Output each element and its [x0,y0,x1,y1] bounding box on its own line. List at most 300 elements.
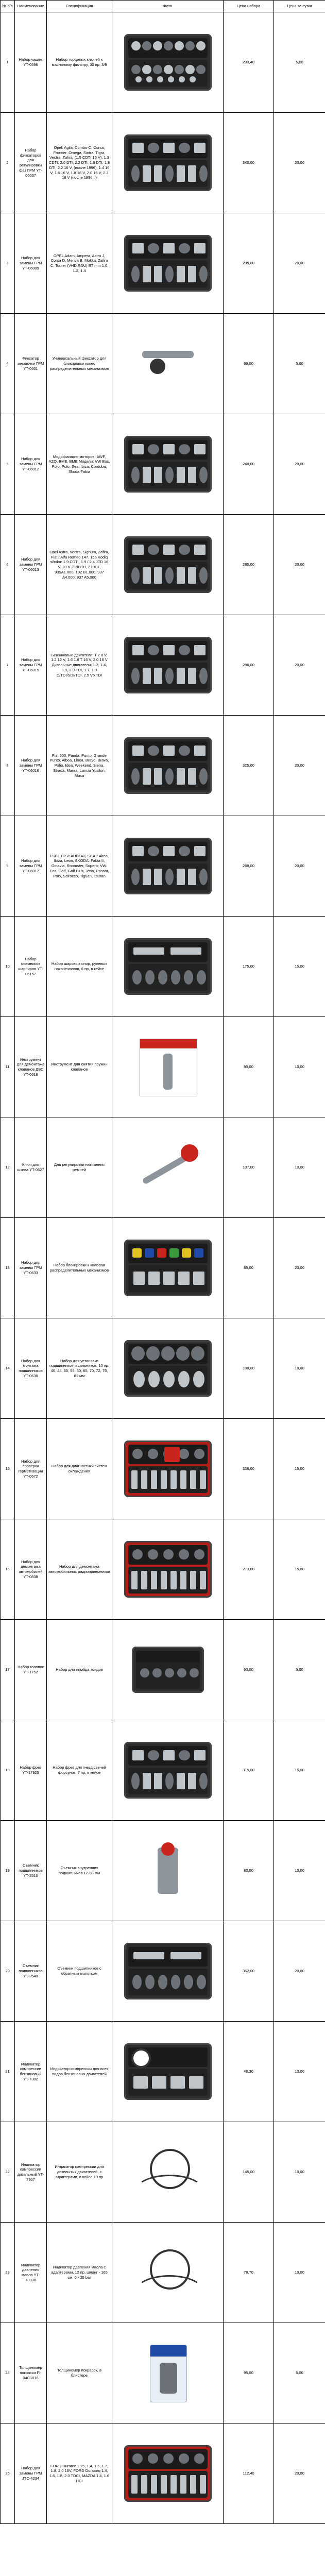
cell-coef: 10,00 [274,2223,325,2323]
product-part [170,2475,177,2494]
product-photo [124,838,212,894]
cell-spec: Набор для диагностики систем охлаждения [47,1419,112,1519]
product-part [165,165,174,182]
product-part [131,1571,138,1589]
product-part [131,266,140,282]
product-part [163,243,175,253]
table-row [1,12,325,113]
cell-number: 16 [1,1519,15,1620]
cell-name: Фиксатор звездочки ГРМ YT-0601 [15,314,47,414]
cell-photo [112,1318,224,1419]
product-part [185,41,195,50]
table-row [1,314,325,414]
product-part [190,2475,196,2494]
table-row [1,917,325,1017]
product-part [193,1272,204,1285]
case-tray [136,1662,200,1689]
product-part [145,1975,155,1989]
product-part [148,444,159,454]
product-part [143,567,151,584]
product-part [179,1449,189,1459]
cell-coef: 15,00 [274,1419,325,1519]
header-coef: Цена за сутки [274,1,325,12]
product-part [131,869,140,885]
product-part [132,645,144,655]
cell-name: Набор для замены ГРМ YT-0633 [15,1218,47,1318]
product-part [163,143,175,153]
product-part [194,1750,206,1760]
product-part [191,1346,204,1361]
cell-photo [112,1620,224,1720]
cell-price: 268,00 [224,816,274,917]
cell-number: 19 [1,1821,15,1921]
cell-number: 10 [1,917,15,1017]
cell-name: Набор для замены ГРМ YT-06013 [15,515,47,615]
case-lid [128,1445,208,1464]
product-photo [124,737,212,794]
product-photo [124,134,212,191]
cell-name: Набор для замены ГРМ YT-06015 [15,615,47,716]
cell-spec: Индикатор компрессии для всех видов бензиновых двигателей [47,2022,112,2122]
cell-number: 17 [1,1620,15,1720]
case-tray [128,1265,208,1292]
product-part [194,645,206,655]
product-part [199,165,208,182]
product-part [131,165,140,182]
cell-photo [112,515,224,615]
product-part [196,41,206,50]
cell-price: 175,00 [224,917,274,1017]
product-part [154,467,162,483]
holder-tool [142,351,194,358]
product-part [135,76,142,82]
table-row [1,1821,325,1921]
cell-coef: 5,00 [274,2323,325,2424]
product-photo [124,436,212,493]
product-part [158,1975,167,1989]
product-part [163,1549,174,1560]
product-part [188,1773,196,1789]
cell-photo [112,1720,224,1821]
cell-photo [112,2424,224,2524]
table-row [1,1720,325,1821]
product-part [161,1571,167,1589]
product-part [146,1346,160,1361]
cell-name: Набор фиксаторов для регулировки фаз ГРМ YT-06007 [15,113,47,213]
case-lid [128,239,208,259]
case-lid [128,2449,208,2469]
cell-photo [112,2122,224,2223]
product-part [179,1549,189,1560]
table-row [1,414,325,515]
cell-photo [112,213,224,314]
cell-spec: Набор торцевых ключей к масляному фильтру, 30 пр, 3/8 [47,12,112,113]
product-part [200,2475,206,2494]
product-part [194,1449,204,1459]
cell-spec: Бензиновые двигатели: 1.2 8 V, 1.2 12 V, 1.6 1.8 T 16 V, 2.0 16 V Дизельные двигатели: 1.2, 1.4, 1.9, 2.0 TDI, 1.7, 1.9 D/TDI/SDI/TDI, 2.5 V6 TDI [47,615,112,716]
cell-coef: 10,00 [274,2022,325,2122]
case-tray [128,2471,208,2498]
table-row [1,1419,325,1519]
gauge-dial [131,2048,151,2068]
product-part [197,1975,206,1989]
product-part [176,1346,190,1361]
cell-number: 3 [1,213,15,314]
cell-spec: Opel: Agila, Combo-C, Corsa, Frontier, Omega, Sintra, Tigra, Vectra, Zafira: (1.5 CDTI 16 V), 1.3 CDTI, 2.0 DTI, 2.2 DTI, 1.6 DTI, 1.8 DTI, 2.2 16 V, (после 1996), 1.4 16 V, 1.6 16 V, 1.8 16 V, 2.0 16 V, 2.2 16 V (после 1996 г.) [47,113,112,213]
cell-coef: 5,00 [274,1620,325,1720]
product-part [142,41,151,50]
product-photo [124,1742,212,1799]
product-part [164,41,173,50]
cell-photo [112,1519,224,1620]
cell-name: Набор головок YT-1752 [15,1620,47,1720]
product-part [171,970,180,985]
product-part [143,768,151,785]
product-part [189,2076,203,2089]
header-photo: Фото [112,1,224,12]
cell-price: 340,00 [224,113,274,213]
product-part [177,567,185,584]
cell-price: 325,00 [224,716,274,816]
product-part [165,266,174,282]
cell-number: 25 [1,2424,15,2524]
cell-coef: 10,00 [274,1821,325,1921]
cell-spec: Съемник внутренних подшипников 12-38 мм [47,1821,112,1921]
cell-photo [112,414,224,515]
table-row [1,1519,325,1620]
cell-coef: 20,00 [274,1218,325,1318]
cell-number: 23 [1,2223,15,2323]
table-row [1,2323,325,2424]
case-tray [128,60,208,87]
product-part [131,768,140,785]
cell-spec: FORD Duratec 1.25, 1.4, 1.6, 1.7, 1.8, 2.0 16V, FORD Duratorq 1.4, 1.6, 1.8, 2.0 TDCI, MAZDA 1.4, 1.6 HDI [47,2424,112,2524]
product-photo [124,2244,212,2301]
product-part [151,1470,157,1489]
cell-coef: 20,00 [274,414,325,515]
cell-number: 11 [1,1017,15,1117]
cell-name: Инструмент для демонтажа клапанов ДВС YT-0618 [15,1017,47,1117]
product-part [170,2076,185,2089]
product-part [140,1668,149,1677]
cell-number: 2 [1,113,15,213]
product-part [165,467,174,483]
product-part [131,65,141,74]
case-lid [128,440,208,460]
product-part [190,1668,199,1677]
product-photo [124,1039,212,1095]
cell-number: 18 [1,1720,15,1821]
product-part [148,645,159,655]
product-part [194,1549,204,1560]
product-part [194,444,206,454]
product-part [131,668,140,684]
product-part [179,243,190,253]
product-part [175,41,184,50]
product-part [161,2475,167,2494]
product-part [154,567,162,584]
product-part [143,668,151,684]
cell-name: Толщиномер покраски FI-04C1016 [15,2323,47,2424]
product-photo [124,2345,212,2401]
cell-number: 22 [1,2122,15,2223]
product-part [148,143,159,153]
cell-number: 14 [1,1318,15,1419]
cell-spec: Толщиномер покрасок, в блистере [47,2323,112,2424]
case-tray [128,1466,208,1493]
cell-name: Набор чашек YT-0596 [15,12,47,113]
cell-price: 112,40 [224,2424,274,2524]
cell-price: 82,00 [224,1821,274,1921]
product-part [132,444,144,454]
product-part [143,266,151,282]
cell-spec: Индикатор давления масла с адаптерами, 12 пр, шланг - 165 см, 0 - 35 bar [47,2223,112,2323]
product-part [163,1272,175,1285]
product-photo [124,2144,212,2200]
table-row [1,515,325,615]
product-part [197,970,206,985]
case-lid [128,2047,208,2067]
product-part [141,1470,147,1489]
product-part [188,467,196,483]
product-part [132,846,144,856]
case-lid [128,1344,208,1364]
product-photo [124,1842,212,1899]
cell-coef: 10,00 [274,2122,325,2223]
case-lid [128,641,208,660]
cell-photo [112,816,224,917]
product-part [163,645,175,655]
product-part [163,444,175,454]
cell-spec: Для регулировки натяжения ремней [47,1117,112,1218]
product-part [161,1470,167,1489]
cell-number: 15 [1,1419,15,1519]
cell-number: 7 [1,615,15,716]
product-part [163,1371,175,1387]
gauge-hose [134,2275,204,2309]
cell-name: Съемник подшипников YT-2510 [15,1821,47,1921]
product-part [199,1773,208,1789]
cell-number: 12 [1,1117,15,1218]
product-part [179,745,190,756]
cell-coef: 20,00 [274,113,325,213]
product-part [170,1952,201,1959]
product-part [179,2453,189,2464]
cell-coef: 10,00 [274,1318,325,1419]
product-part [188,165,196,182]
product-part [164,1447,180,1462]
product-photo [124,938,212,995]
product-part [199,567,208,584]
product-part [169,1248,179,1258]
cell-price: 108,00 [224,1318,274,1419]
product-part [171,1975,180,1989]
product-photo [124,637,212,693]
product-part [194,243,206,253]
case-lid [128,1244,208,1263]
product-part [143,869,151,885]
product-part [179,76,185,82]
card-header [140,1039,197,1048]
product-part [180,2475,186,2494]
product-photo [124,536,212,593]
cell-name: Набор для замены ГРМ JTC-4234 [15,2424,47,2524]
cell-name: Индикатор компрессии бензиновый YT-7302 [15,2022,47,2122]
product-part [148,2453,158,2464]
cell-price: 336,00 [224,1419,274,1519]
product-part [131,1470,138,1489]
product-part [152,1668,162,1677]
product-part [165,869,174,885]
product-part [151,2475,157,2494]
cell-coef: 15,00 [274,917,325,1017]
cell-name: Индикатор давления масла YT-73030 [15,2223,47,2323]
table-row [1,2424,325,2524]
cell-number: 6 [1,515,15,615]
case-tray [128,562,208,589]
case-lid [128,741,208,761]
product-part [132,143,144,153]
cell-spec: Набор для лямбда зондов [47,1620,112,1720]
product-part [132,970,142,985]
cell-name: Набор для замены ГРМ YT-06009 [15,213,47,314]
product-photo [124,34,212,91]
cell-number: 21 [1,2022,15,2122]
product-part [184,970,193,985]
case-tray [128,763,208,790]
cell-number: 20 [1,1921,15,2022]
product-photo [124,2043,212,2100]
cell-spec: Инструмент для снятия пружин клапанов [47,1017,112,1117]
product-part [133,1952,164,1959]
cell-coef: 20,00 [274,816,325,917]
product-part [170,1571,177,1589]
holder-head [150,359,165,374]
cell-coef: 5,00 [274,314,325,414]
product-part [188,266,196,282]
product-part [184,1975,193,1989]
product-photo [124,2445,212,2502]
product-part [133,947,164,955]
cell-coef: 15,00 [274,1720,325,1821]
cell-photo [112,2223,224,2323]
cell-name: Набор фрез YT-17925 [15,1720,47,1821]
case-tray [128,1366,208,1393]
cell-coef: 15,00 [274,1519,325,1620]
product-part [188,768,196,785]
pulley-wrench-head [181,1144,198,1162]
case-tray [128,160,208,187]
product-part [154,668,162,684]
cell-spec: Набор для демонтажа автомобильных радиоприемников [47,1519,112,1620]
product-part [200,1571,206,1589]
product-part [179,143,190,153]
product-part [143,165,151,182]
product-part [141,2475,147,2494]
product-part [151,1571,157,1589]
product-photo [124,1440,212,1497]
cell-photo [112,716,224,816]
product-part [180,1470,186,1489]
product-part [194,2453,204,2464]
cell-number: 9 [1,816,15,917]
table-row [1,113,325,213]
product-part [148,1750,159,1760]
case-tray [128,1969,208,1995]
case-tray [128,863,208,890]
product-part [153,65,162,74]
product-part [146,76,152,82]
cell-photo [112,12,224,113]
product-part [132,1449,143,1459]
cell-price: 48,30 [224,2022,274,2122]
cell-spec: OPEL Adam, Ampera, Astra J, Corsa D, Meriva B, Mokka, Zafira C, Tourer (VHD,RDU) ET mm 1.0, 1.2, 1.4 [47,213,112,314]
product-part [177,266,185,282]
case-lid [128,1947,208,1967]
product-part [157,76,163,82]
cell-photo [112,314,224,414]
product-part [182,1248,191,1258]
case-tray [128,964,208,991]
cell-photo [112,1821,224,1921]
cell-coef: 20,00 [274,615,325,716]
product-part [154,165,162,182]
product-part [131,41,141,50]
product-part [132,1248,142,1258]
product-part [148,846,159,856]
cell-price: 107,00 [224,1117,274,1218]
cell-price: 286,00 [224,615,274,716]
product-photo [124,235,212,292]
product-part [132,1975,142,1989]
product-part [165,1773,174,1789]
product-part [148,1449,158,1459]
product-part [154,869,162,885]
product-photo [132,1647,204,1693]
product-part [148,243,159,253]
cell-name: Набор для замены ГРМ YT-06016 [15,716,47,816]
product-part [175,65,184,74]
table-row [1,2022,325,2122]
cell-name: Набор для монтажа подшипников YT-0636 [15,1318,47,1419]
product-part [132,545,144,555]
blister-pack [150,2345,187,2402]
table-row [1,2122,325,2223]
product-part [132,1750,144,1760]
cell-spec: Набор шаровых опор, рулевых наконечников, 6 пр, в кейсе [47,917,112,1017]
product-part [190,76,196,82]
product-part [132,2453,143,2464]
cell-spec: Fiat 500, Panda, Punto, Grande Punto, Albea, Linea, Bravo, Brava, Palio, Idea, Weekend, Siena, Strada, Marea, Lancia Ypsilon, Musa [47,716,112,816]
product-part [148,1549,158,1560]
cell-spec: Модификации моторов: AWF, AZQ, BME, BME Модели: VW Eos, Polo, Polo, Seat Ibiza, Cordoba, Skoda Fabia [47,414,112,515]
cell-photo [112,1419,224,1519]
product-part [131,467,140,483]
product-part [194,745,206,756]
product-part [178,1371,190,1387]
cell-coef: 10,00 [274,1117,325,1218]
case-tray [128,2069,208,2096]
product-part [165,668,174,684]
cell-spec: Универсальный фиксатор для блокировки колес распределительных механизмов [47,314,112,414]
table-row [1,716,325,816]
product-part [188,869,196,885]
product-part [194,846,206,856]
product-part [133,1371,145,1387]
table-row [1,1620,325,1720]
product-part [148,1272,160,1285]
product-part [145,970,155,985]
